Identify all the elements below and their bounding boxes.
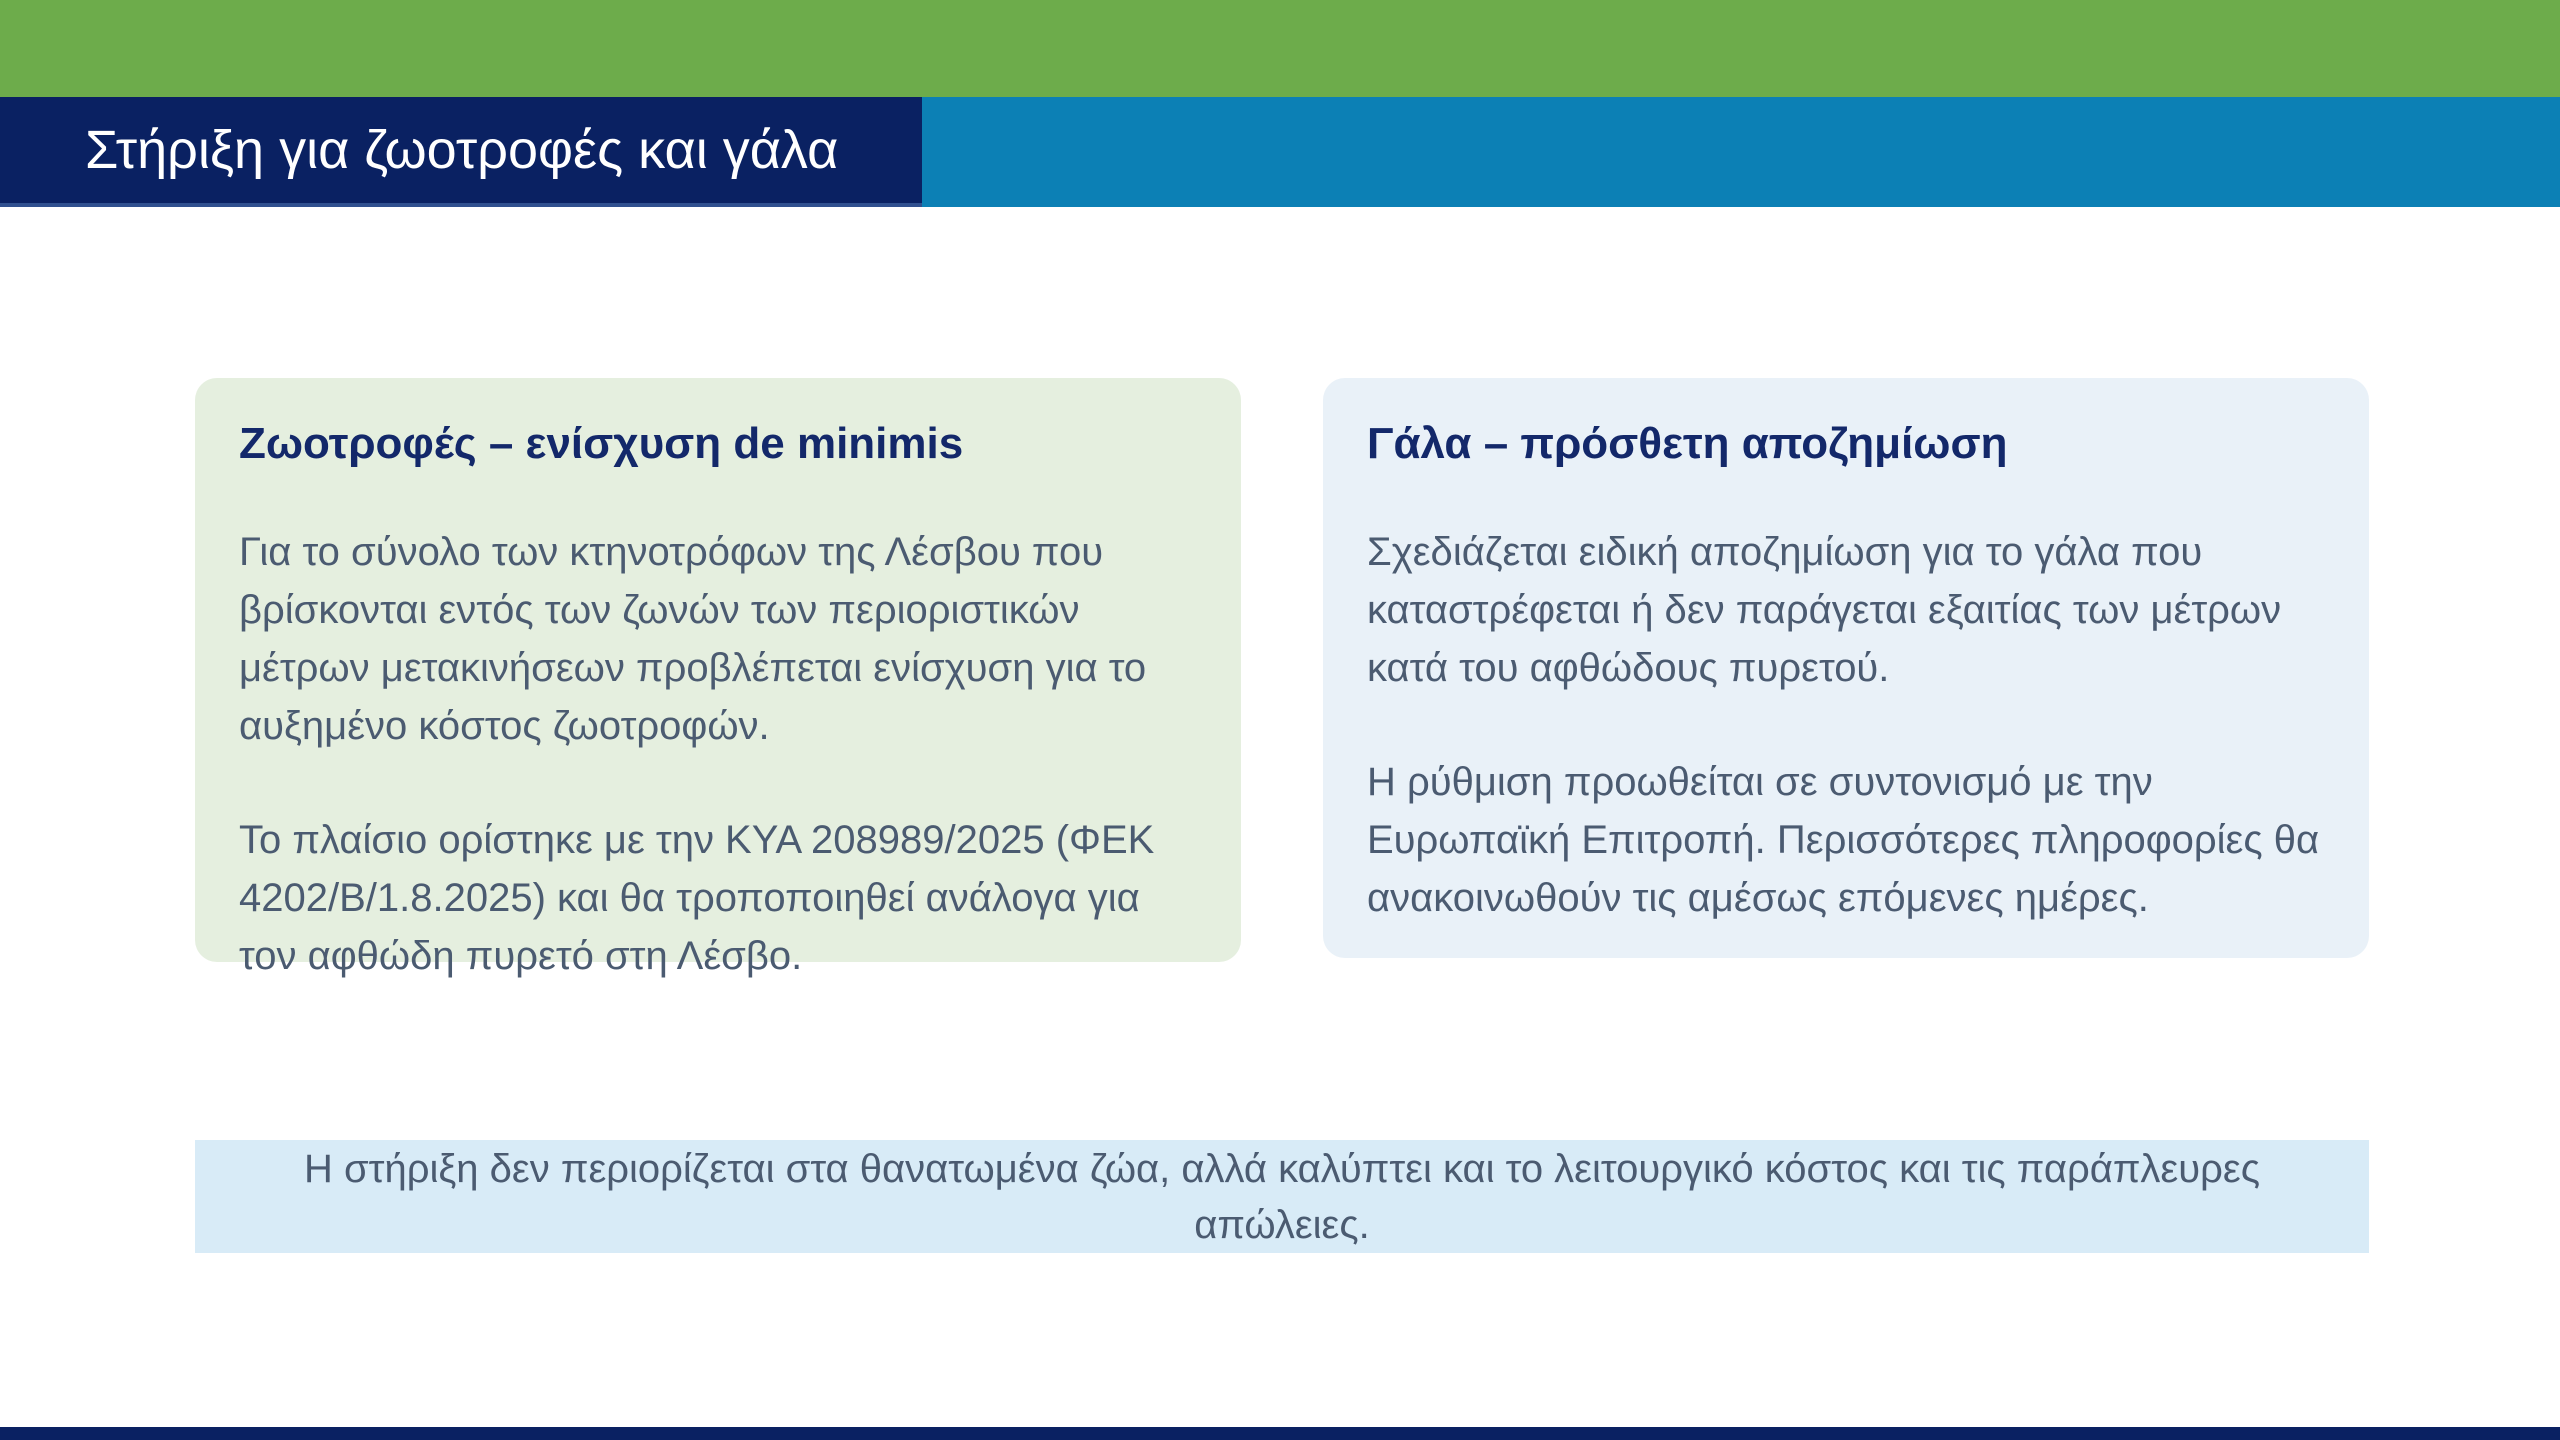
title-bar-blue-accent: [922, 97, 2560, 207]
footer-note-text: Η στήριξη δεν περιορίζεται στα θανατωμένα ζώα, αλλά καλύπτει και το λειτουργικό κόστος και τις παράπλευρες απώλειες.: [303, 1146, 2260, 1247]
title-bar: [0, 97, 922, 207]
page-title: Στήριξη για ζωοτροφές και γάλα: [85, 120, 839, 180]
card-milk-paragraph-1: Σχεδιάζεται ειδική αποζημίωση για το γάλα που καταστρέφεται ή δεν παράγεται εξαιτίας των μέτρων κατά του αφθώδους πυρετού.: [1367, 529, 2282, 690]
card-milk-compensation: [1323, 378, 2369, 958]
card-feed-de-minimis: [195, 378, 1241, 978]
card-milk-heading: Γάλα – πρόσθετη αποζημίωση: [1367, 419, 2008, 468]
footer-note-banner: [195, 1140, 2369, 1253]
top-green-bar: [0, 0, 2560, 97]
bottom-navy-bar: [0, 1427, 2560, 1440]
card-feed-heading: Ζωοτροφές – ενίσχυση de minimis: [239, 419, 964, 468]
card-feed-paragraph-2: Το πλαίσιο ορίστηκε με την ΚΥΑ 208989/2025 (ΦΕΚ 4202/Β/1.8.2025) και θα τροποποιηθεί ανάλογα για τον αφθώδη πυρετό στη Λέσβο.: [239, 817, 1155, 978]
card-milk-paragraph-2: Η ρύθμιση προωθείται σε συντονισμό με την Ευρωπαϊκή Επιτροπή. Περισσότερες πληροφορίες θα ανακοινωθούν τις αμέσως επόμενες ημέρες.: [1367, 759, 2320, 920]
card-feed-paragraph-1: Για το σύνολο των κτηνοτρόφων της Λέσβου που βρίσκονται εντός των ζωνών των περιοριστικών μέτρων μετακινήσεων προβλέπεται ενίσχυση για το αυξημένο κόστος ζωοτροφών.: [239, 529, 1147, 748]
